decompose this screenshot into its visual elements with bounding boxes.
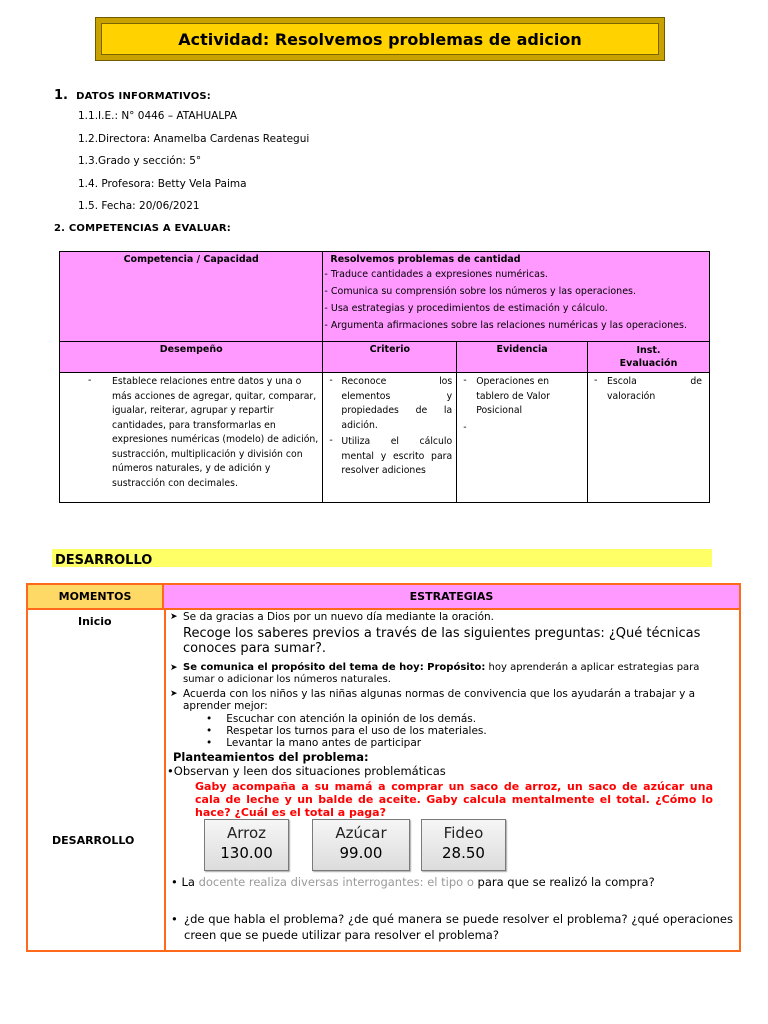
instrumento-cell bbox=[587, 373, 709, 503]
section1-header bbox=[54, 84, 211, 103]
proposito-label: Se comunica el propósito del tema de hoy: Propósito: bbox=[183, 662, 486, 673]
header-inst-line2: Evaluación bbox=[619, 358, 678, 369]
price-value: 28.50 bbox=[442, 844, 485, 862]
price-card-azucar bbox=[312, 819, 410, 871]
evidencia-text: Operaciones en tablero de Valor Posicional bbox=[476, 376, 550, 416]
comp-label: Competencia / Capacidad bbox=[123, 254, 259, 265]
instrumento-dash: - bbox=[593, 375, 598, 386]
desempeno-dash: - bbox=[88, 375, 92, 386]
strategy-item bbox=[170, 662, 713, 686]
bullet-icon: • bbox=[206, 725, 213, 737]
criterio-text: Reconoce los elementos y propiedades de la adición. bbox=[341, 376, 453, 431]
capacidades-cell bbox=[323, 252, 710, 342]
arrow-bullet-icon: ➤ bbox=[170, 612, 178, 622]
header-evidencia: Evidencia bbox=[457, 342, 588, 373]
bullet-icon: • bbox=[206, 737, 213, 749]
question-1-end: para que se realizó la compra? bbox=[473, 875, 655, 889]
competency-table bbox=[59, 251, 710, 503]
info-grado: 1.3.Grado y sección: 5° bbox=[78, 155, 202, 167]
norma-text: Respetar los turnos para el uso de los materiales. bbox=[226, 725, 487, 737]
section2-heading: 2. COMPETENCIAS A EVALUAR: bbox=[54, 223, 232, 234]
section1-heading: DATOS INFORMATIVOS: bbox=[76, 91, 211, 102]
evidencia-extra: - bbox=[463, 421, 467, 433]
criterio-dash: - bbox=[329, 435, 333, 446]
problema-text: Gaby acompaña a su mamá a comprar un saco de arroz, un saco de azúcar una cala de leche y un balde de aceite. Gaby calcula mentalmente el total. ¿Cómo lo hace? ¿Cuál es el total a paga? bbox=[195, 780, 713, 819]
desempeno-text: Establece relaciones entre datos y una o más acciones de agregar, quitar, comparar, igualar, reiterar, agrupar y repartir cantidades, para transformarlas en expresiones numéricas (modelo) de adición, sustracción, multiplicación y división con números naturales, y de adición y sustracción con decimales. bbox=[112, 376, 319, 489]
bullet-icon: • bbox=[206, 713, 213, 725]
observan-item bbox=[167, 764, 713, 778]
title-banner bbox=[95, 17, 665, 61]
price-name: Fideo bbox=[443, 824, 484, 842]
strategy-item bbox=[170, 688, 713, 712]
desarrollo-heading: DESARROLLO bbox=[55, 553, 153, 568]
info-fecha: 1.5. Fecha: 20/06/2021 bbox=[78, 200, 200, 212]
section1-number: 1. bbox=[54, 88, 68, 103]
criterio-cell bbox=[323, 373, 457, 503]
evidencia-item bbox=[463, 375, 583, 419]
strategy-text: Acuerda con los niños y las niñas algunas normas de convivencia que los ayudarán a trabajar y a aprender mejor: bbox=[183, 688, 696, 712]
desempeno-cell bbox=[60, 373, 323, 503]
evidencia-dash: - bbox=[463, 375, 467, 386]
info-profesora: 1.4. Profesora: Betty Vela Paima bbox=[78, 178, 247, 190]
bullet-icon: • bbox=[171, 912, 178, 926]
instrumento-item bbox=[594, 375, 705, 404]
criterio-text: Utiliza el cálculo mental y escrito para resolver adiciones bbox=[341, 436, 453, 476]
question-1 bbox=[171, 875, 655, 889]
capacidad-item: - Comunica su comprensión sobre los números y las operaciones. bbox=[324, 286, 637, 297]
norma-item bbox=[206, 737, 713, 749]
criterio-item bbox=[329, 435, 452, 479]
price-value: 99.00 bbox=[339, 844, 383, 862]
bullet-icon: • bbox=[171, 875, 178, 889]
normas-list bbox=[206, 713, 713, 749]
norma-text: Escuchar con atención la opinión de los demás. bbox=[226, 713, 477, 725]
proposito-text: hoy aprenderán a aplicar estrategias para sumar o adicionar los números naturales. bbox=[183, 662, 700, 685]
column-divider bbox=[164, 610, 166, 950]
criterio-item bbox=[329, 375, 452, 433]
page-title: Actividad: Resolvemos problemas de adicion bbox=[178, 29, 582, 49]
strategy-text: Se da gracias a Dios por un nuevo día mediante la oración. bbox=[183, 611, 494, 623]
price-name: Arroz bbox=[226, 824, 267, 842]
question-2 bbox=[171, 911, 733, 943]
norma-item bbox=[206, 713, 713, 725]
label-inicio: Inicio bbox=[78, 615, 112, 628]
estrategias-content bbox=[167, 611, 713, 819]
bullet-icon: • bbox=[167, 764, 174, 778]
strategy-item bbox=[170, 611, 713, 623]
norma-text: Levantar la mano antes de participar bbox=[226, 737, 422, 749]
capacidad-item: - Traduce cantidades a expresiones numéricas. bbox=[324, 269, 548, 280]
question-1-hidden: docente realiza diversas interrogantes: el tipo o bbox=[194, 875, 474, 889]
arrow-bullet-icon: ➤ bbox=[170, 689, 178, 699]
comp-title: Resolvemos problemas de cantidad bbox=[330, 254, 521, 265]
header-desempeno: Desempeño bbox=[60, 342, 323, 373]
saberes-previos: Recoge los saberes previos a través de las siguientes preguntas: ¿Qué técnicas conoces para sumar?. bbox=[183, 626, 701, 656]
price-card-arroz bbox=[204, 819, 289, 871]
price-name: Azúcar bbox=[335, 824, 387, 842]
question-2-text: ¿de que habla el problema? ¿de qué manera se puede resolver el problema? ¿qué operaciones creen que se puede utilizar para resolver el problema? bbox=[184, 912, 733, 942]
title-inner bbox=[101, 23, 659, 55]
arrow-bullet-icon: ➤ bbox=[170, 663, 178, 673]
desarrollo-bar bbox=[52, 549, 712, 567]
info-ie: 1.1.I.E.: N° 0446 – ATAHUALPA bbox=[78, 110, 238, 122]
label-desarrollo: DESARROLLO bbox=[52, 834, 135, 847]
momentos-table bbox=[26, 583, 741, 952]
criterio-dash: - bbox=[329, 375, 333, 386]
info-directora: 1.2.Directora: Anamelba Cardenas Reategui bbox=[78, 133, 310, 145]
question-1-start: La bbox=[181, 875, 195, 889]
price-value: 130.00 bbox=[220, 844, 273, 862]
capacidad-item: - Argumenta afirmaciones sobre las relaciones numéricas y las operaciones. bbox=[324, 320, 687, 331]
comp-label-cell bbox=[60, 252, 323, 342]
header-momentos: MOMENTOS bbox=[28, 585, 164, 610]
header-estrategias: ESTRATEGIAS bbox=[164, 585, 739, 610]
header-inst-line1: Inst. bbox=[636, 345, 661, 356]
capacidad-item: - Usa estrategias y procedimientos de estimación y cálculo. bbox=[324, 303, 608, 314]
planteamiento-heading: Planteamientos del problema: bbox=[173, 750, 369, 764]
observan-text: Observan y leen dos situaciones problemáticas bbox=[173, 764, 446, 778]
norma-item bbox=[206, 725, 713, 737]
header-instrumento bbox=[587, 342, 709, 373]
price-card-fideo bbox=[421, 819, 506, 871]
instrumento-text: Escola de valoración bbox=[606, 376, 702, 402]
evidencia-cell bbox=[457, 373, 588, 503]
header-criterio: Criterio bbox=[323, 342, 457, 373]
